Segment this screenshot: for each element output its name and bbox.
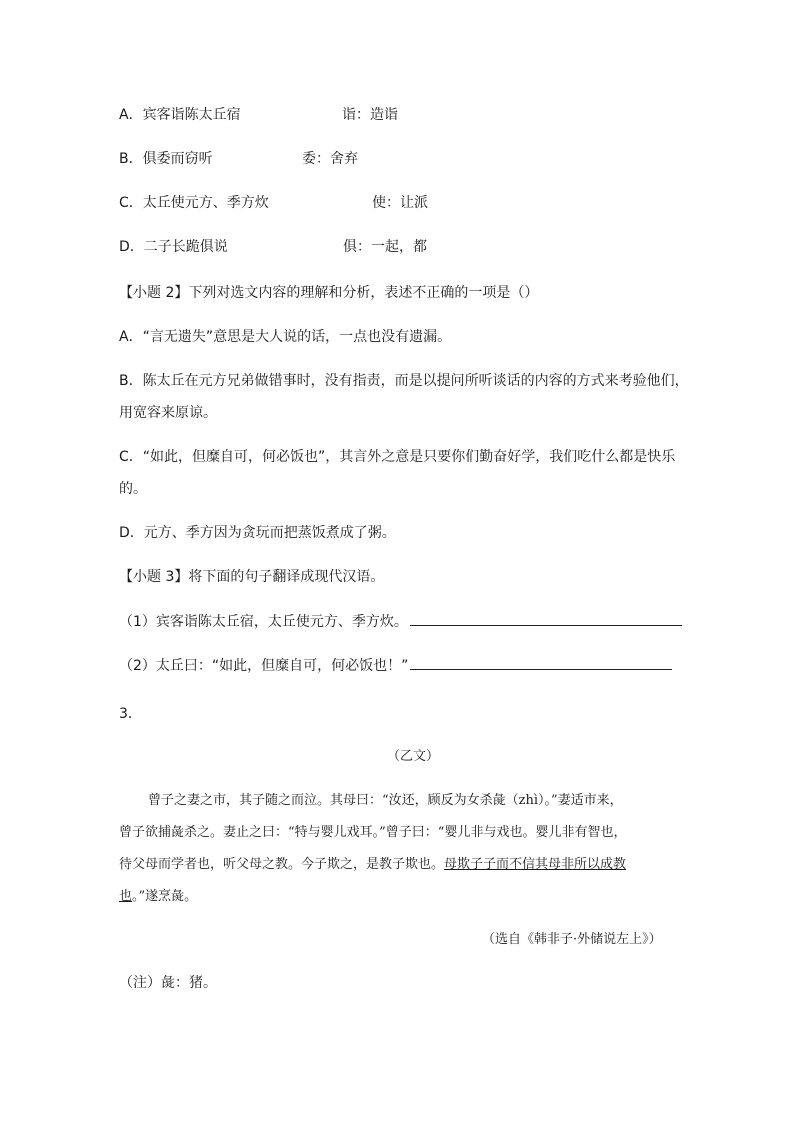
passage-title: （乙文） [387, 749, 440, 764]
question-3-stem: 【小题 3】将下面的句子翻译成现代汉语。 [119, 569, 385, 585]
passage-line-4 [119, 885, 197, 904]
translation-sentence-2: （2）太丘曰：“如此，但糜自可，何必饭也！” [119, 658, 409, 674]
question-2-option-a: A．“言无遗失”意思是大人说的话，一点也没有遗漏。 [119, 329, 452, 345]
question-2-stem: 【小题 2】下列对选文内容的理解和分析，表述不正确的一项是（） [119, 285, 539, 301]
passage-line-4-text: 。”遂烹彘。 [132, 889, 198, 904]
translation-item-1 [119, 611, 682, 631]
option-a-gloss: 诣：造诣 [342, 107, 398, 123]
passage-line-3 [119, 853, 626, 872]
option-d-text: D．二子长跪俱说 [119, 239, 228, 255]
translation-item-2 [119, 655, 672, 675]
passage-line-3-text: 待父母而学者也，听父母之教。今子欺之，是教子欺也。 [119, 857, 445, 872]
underlined-sentence-part-1: 母欺子子而不信其母非所以成教 [444, 857, 627, 872]
question-2-option-d: D．元方、季方因为贪玩而把蒸饭煮成了粥。 [119, 525, 396, 541]
passage-line-2: 曾子欲捕彘杀之。妻止之曰：“特与婴儿戏耳。”曾子曰：“婴儿非与戏也。婴儿非有智也， [119, 825, 627, 840]
question-2-option-b-line1: B．陈太丘在元方兄弟做错事时，没有指责，而是以提问所听谈话的内容的方式来考验他们， [119, 373, 689, 389]
answer-blank-2[interactable] [410, 655, 672, 670]
question-2-option-b-line2: 用宽容来原谅。 [119, 405, 217, 421]
option-b-text: B．俱委而窃听 [119, 151, 213, 167]
translation-sentence-1: （1）宾客诣陈太丘宿，太丘使元方、季方炊。 [119, 614, 408, 630]
passage-source: （选自《韩非子·外储说左上》） [482, 932, 662, 947]
question-2-option-c-line2: 的。 [119, 481, 147, 497]
option-b-gloss: 委：舍弃 [302, 151, 358, 167]
option-d-gloss: 俱：一起，都 [343, 239, 427, 255]
question-2-option-c-line1: C．“如此，但糜自可，何必饭也”，其言外之意是只要你们勤奋好学，我们吃什么都是快乐 [119, 449, 676, 465]
passage-note: （注）彘：猪。 [119, 975, 217, 991]
passage-line-1: 曾子之妻之市，其子随之而泣。其母曰：“汝还，顾反为女杀彘（zhì）。”妻适市来， [148, 793, 623, 808]
option-c-gloss: 使：让派 [372, 195, 428, 211]
item-number: 3． [119, 706, 142, 722]
option-c-text: C．太丘使元方、季方炊 [119, 195, 269, 211]
answer-blank-1[interactable] [410, 611, 682, 626]
underlined-sentence-part-2: 也 [119, 889, 133, 904]
option-a-text: A．宾客诣陈太丘宿 [119, 107, 241, 123]
